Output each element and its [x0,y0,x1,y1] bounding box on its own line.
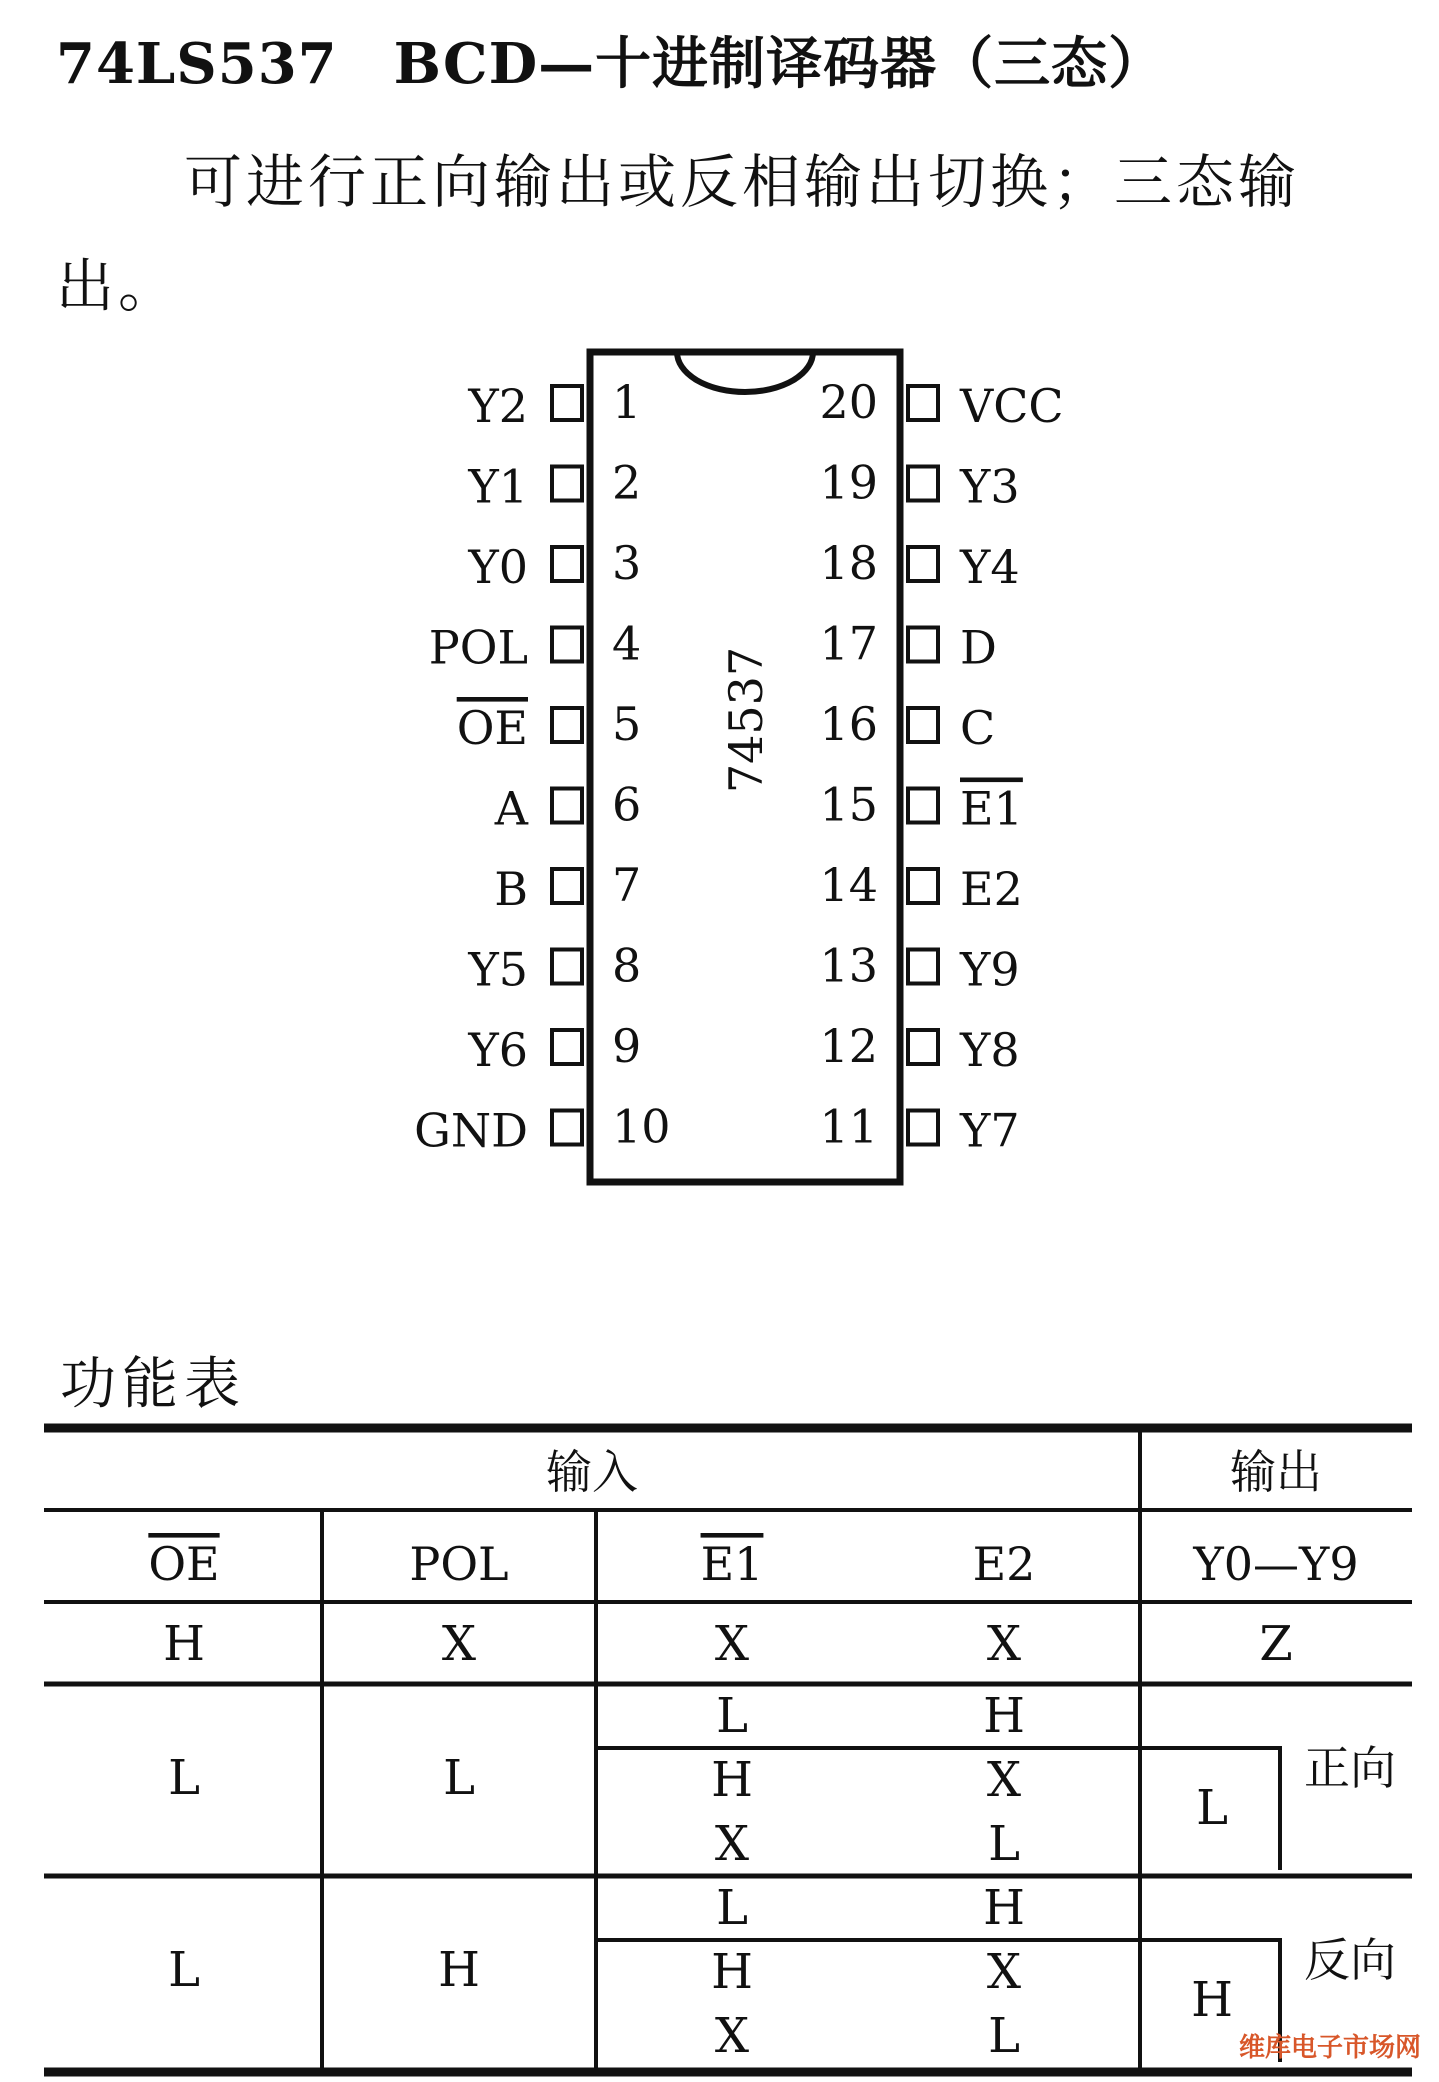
pin-12 [908,1030,938,1064]
pin-label-19: Y3 [960,459,1020,514]
pin-2 [552,467,582,501]
group-0-e1-0: L [716,1688,748,1744]
hz-row-cell-1: X [441,1616,477,1672]
group-0-e2-1: X [986,1752,1022,1808]
group-0-e2-2: L [988,1816,1020,1872]
hz-row-cell-0: H [163,1616,205,1672]
pin-13 [908,950,938,984]
pin-6 [552,789,582,823]
chip-marking: 74537 [719,646,773,794]
pin-5 [552,708,582,742]
group-1-note: 反向 [1304,1933,1396,1987]
pin-label-4: POL [428,620,528,675]
group-1-e2-2: L [988,2008,1020,2064]
pin-label-20: VCC [960,379,1064,433]
pin-18 [908,547,938,581]
pin-number-3: 3 [612,536,642,590]
pin-number-20: 20 [819,375,878,429]
pin-label-8: Y5 [468,942,528,997]
pin-1 [552,386,582,420]
pin-number-17: 17 [819,616,878,671]
group-0-note: 正向 [1304,1741,1396,1795]
pin-label-9: Y6 [468,1023,528,1077]
pin-number-14: 14 [819,858,878,912]
inputs-header: 输入 [546,1445,638,1499]
pin-16 [908,708,938,742]
pin-9 [552,1030,582,1064]
pin-label-18: Y4 [960,540,1020,594]
pin-17 [908,628,938,662]
pin-label-14: E2 [960,862,1023,916]
group-0-pol: L [443,1750,475,1806]
pin-8 [552,950,582,984]
pin-number-16: 16 [819,697,878,751]
pin-number-8: 8 [612,938,642,993]
pin-label-17: D [960,620,997,675]
hz-row-cell-4: Z [1259,1616,1293,1672]
pin-14 [908,869,938,903]
group-1-pol: H [438,1942,480,1998]
intro-text: 可进行正向输出或反相输出切换；三态输出。 [56,148,1301,320]
group-1-e1-1: H [711,1944,753,2000]
pin-label-6: A [494,781,528,836]
pin-number-4: 4 [612,616,642,671]
pin-11 [908,1111,938,1145]
pin-label-13: Y9 [960,942,1020,997]
pin-label-1: Y2 [468,379,528,433]
pin-number-19: 19 [819,455,878,510]
pin-number-2: 2 [612,455,642,510]
group-1-e2-0: H [983,1880,1025,1936]
pin-number-7: 7 [612,858,642,912]
group-0-oe: L [168,1750,200,1806]
pin-4 [552,628,582,662]
group-0-output: L [1196,1780,1228,1836]
part-number: 74LS537 [56,31,338,97]
pin-number-5: 5 [612,697,642,751]
pin-label-15: E1 [960,781,1023,836]
group-1-oe: L [168,1942,200,1998]
pin-number-10: 10 [612,1099,671,1154]
pin-number-9: 9 [612,1019,642,1073]
column-header-0: OE [148,1537,220,1591]
pin-3 [552,547,582,581]
pin-19 [908,467,938,501]
pin1-notch [677,352,813,392]
part-description: BCD—十进制译码器（三态） [393,31,1166,97]
pin-label-12: Y8 [960,1023,1020,1077]
pin-7 [552,869,582,903]
function-table [44,1418,1424,2078]
function-table-title: 功能表 [60,1352,246,1417]
pin-10 [552,1111,582,1145]
pin-number-1: 1 [612,375,642,429]
pin-label-16: C [960,701,996,755]
pin-15 [908,789,938,823]
group-0-e1-1: H [711,1752,753,1808]
hz-row-cell-2: X [714,1616,750,1672]
pin-label-5: OE [456,701,528,755]
hz-row-cell-3: X [986,1616,1022,1672]
column-header-1: POL [409,1537,509,1591]
column-header-4: Y0—Y9 [1193,1537,1359,1591]
pin-label-3: Y0 [468,540,528,594]
pin-label-7: B [494,862,528,916]
group-1-output: H [1191,1972,1233,2028]
pin-number-13: 13 [819,938,878,993]
group-1-e1-0: L [716,1880,748,1936]
group-1-e1-2: X [714,2008,750,2064]
pin-number-11: 11 [819,1099,878,1154]
pin-number-18: 18 [819,536,878,590]
group-0-e2-0: H [983,1688,1025,1744]
pin-label-2: Y1 [468,459,528,514]
column-header-2: E1 [700,1537,764,1591]
pin-number-12: 12 [819,1019,878,1073]
pin-number-15: 15 [819,777,878,832]
watermark-logo: 维库电子市场网 [1238,2033,1421,2063]
group-1-e2-1: X [986,1944,1022,2000]
outputs-header: 输出 [1230,1445,1322,1499]
column-header-3: E2 [972,1537,1036,1591]
group-0-e1-2: X [714,1816,750,1872]
pin-number-6: 6 [612,777,642,832]
pin-label-10: GND [414,1103,528,1158]
pin-20 [908,386,938,420]
pin-label-11: Y7 [960,1103,1020,1158]
